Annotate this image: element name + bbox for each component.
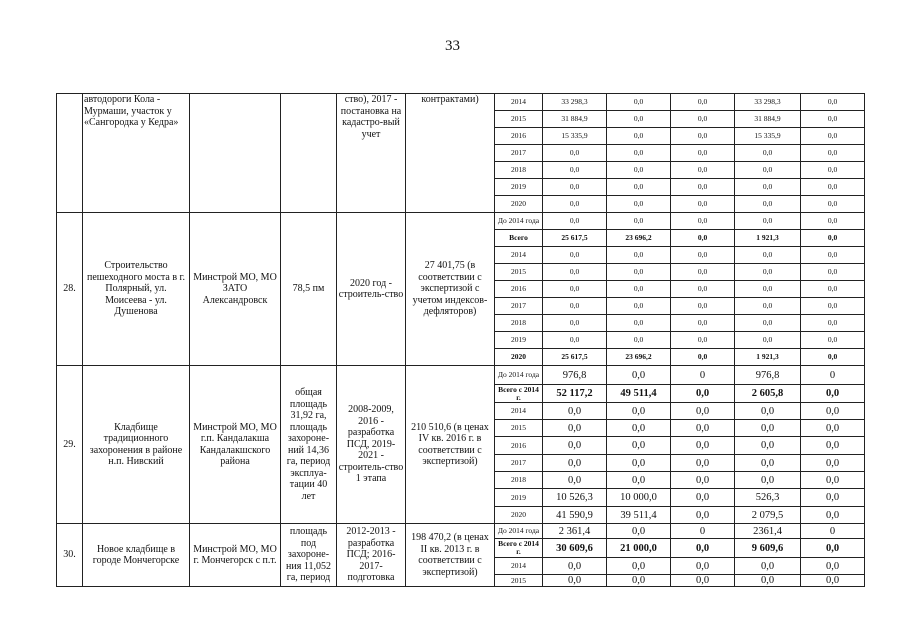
regional-value: 0,0 — [607, 575, 671, 587]
other-value: 0,0 — [801, 332, 865, 349]
municipal-value: 0,0 — [735, 455, 801, 472]
other-value: 0,0 — [801, 315, 865, 332]
federal-value: 0,0 — [671, 162, 735, 179]
year-label: 2014 — [495, 94, 543, 111]
regional-value: 0,0 — [607, 196, 671, 213]
regional-value: 0,0 — [607, 145, 671, 162]
federal-value: 0,0 — [671, 315, 735, 332]
year-label: 2015 — [495, 575, 543, 587]
total-value: 0,0 — [543, 437, 607, 455]
other-value: 0,0 — [801, 213, 865, 230]
other-value: 0,0 — [801, 162, 865, 179]
year-label: До 2014 года — [495, 524, 543, 539]
municipal-value: 526,3 — [735, 489, 801, 507]
regional-value: 0,0 — [607, 179, 671, 196]
table-row — [57, 366, 865, 385]
total-value: 0,0 — [543, 455, 607, 472]
federal-value: 0,0 — [671, 437, 735, 455]
page-number: 33 — [445, 38, 460, 54]
total-value: 0,0 — [543, 558, 607, 575]
year-label: До 2014 года — [495, 213, 543, 230]
regional-value: 0,0 — [607, 315, 671, 332]
regional-value: 39 511,4 — [607, 507, 671, 524]
regional-value: 21 000,0 — [607, 539, 671, 558]
regional-value: 0,0 — [607, 366, 671, 385]
federal-value: 0,0 — [671, 489, 735, 507]
project-number: 29. — [57, 366, 83, 524]
project-period: 2020 год - строитель-ство — [337, 213, 406, 366]
other-value: 0,0 — [801, 128, 865, 145]
other-value: 0,0 — [801, 489, 865, 507]
total-value: 0,0 — [543, 264, 607, 281]
year-label: 2019 — [495, 332, 543, 349]
total-value: 31 884,9 — [543, 111, 607, 128]
municipal-value: 2361,4 — [735, 524, 801, 539]
municipal-value: 2 079,5 — [735, 507, 801, 524]
federal-value: 0,0 — [671, 281, 735, 298]
total-value: 0,0 — [543, 162, 607, 179]
other-value: 0,0 — [801, 575, 865, 587]
total-value: 15 335,9 — [543, 128, 607, 145]
municipal-value: 0,0 — [735, 196, 801, 213]
municipal-value: 31 884,9 — [735, 111, 801, 128]
year-label: Всего — [495, 230, 543, 247]
regional-value: 0,0 — [607, 455, 671, 472]
municipal-value: 0,0 — [735, 264, 801, 281]
federal-value: 0,0 — [671, 230, 735, 247]
total-value: 0,0 — [543, 281, 607, 298]
municipal-value: 0,0 — [735, 315, 801, 332]
federal-value: 0,0 — [671, 111, 735, 128]
project-name: Строительство пешеходного моста в г. Полярный, ул. Моисеева - ул. Душенова — [83, 213, 190, 366]
year-label: 2014 — [495, 558, 543, 575]
municipal-value: 0,0 — [735, 575, 801, 587]
municipal-value: 9 609,6 — [735, 539, 801, 558]
other-value: 0,0 — [801, 111, 865, 128]
federal-value: 0,0 — [671, 145, 735, 162]
other-value: 0,0 — [801, 298, 865, 315]
other-value: 0,0 — [801, 196, 865, 213]
federal-value: 0,0 — [671, 455, 735, 472]
other-value: 0,0 — [801, 403, 865, 420]
regional-value: 23 696,2 — [607, 230, 671, 247]
regional-value: 0,0 — [607, 420, 671, 437]
federal-value: 0,0 — [671, 179, 735, 196]
other-value: 0,0 — [801, 247, 865, 264]
municipal-value: 1 921,3 — [735, 349, 801, 366]
regional-value: 0,0 — [607, 128, 671, 145]
year-label: Всего с 2014 г. — [495, 539, 543, 558]
project-period: ство), 2017 - постановка на кадастро-вый учет — [337, 94, 406, 213]
municipal-value: 0,0 — [735, 179, 801, 196]
year-label: 2014 — [495, 247, 543, 264]
other-value: 0,0 — [801, 472, 865, 489]
total-value: 52 117,2 — [543, 385, 607, 403]
year-label: Всего с 2014 г. — [495, 385, 543, 403]
other-value: 0,0 — [801, 281, 865, 298]
federal-value: 0 — [671, 524, 735, 539]
year-label: 2016 — [495, 437, 543, 455]
municipal-value: 0,0 — [735, 145, 801, 162]
other-value: 0,0 — [801, 145, 865, 162]
year-label: 2017 — [495, 145, 543, 162]
total-value: 25 617,5 — [543, 230, 607, 247]
other-value: 0,0 — [801, 264, 865, 281]
project-capacity: 78,5 пм — [281, 213, 337, 366]
total-value: 0,0 — [543, 179, 607, 196]
total-value: 2 361,4 — [543, 524, 607, 539]
regional-value: 0,0 — [607, 264, 671, 281]
federal-value: 0,0 — [671, 94, 735, 111]
project-capacity — [281, 94, 337, 213]
federal-value: 0,0 — [671, 128, 735, 145]
year-label: 2017 — [495, 455, 543, 472]
municipal-value: 0,0 — [735, 558, 801, 575]
year-label: 2020 — [495, 349, 543, 366]
regional-value: 0,0 — [607, 247, 671, 264]
total-value: 0,0 — [543, 213, 607, 230]
year-label: 2020 — [495, 196, 543, 213]
federal-value: 0,0 — [671, 349, 735, 366]
other-value: 0 — [801, 524, 865, 539]
municipal-value: 0,0 — [735, 332, 801, 349]
federal-value: 0,0 — [671, 575, 735, 587]
regional-value: 0,0 — [607, 111, 671, 128]
regional-value: 0,0 — [607, 437, 671, 455]
municipal-value: 0,0 — [735, 247, 801, 264]
year-label: 2019 — [495, 179, 543, 196]
total-value: 0,0 — [543, 420, 607, 437]
municipal-value: 33 298,3 — [735, 94, 801, 111]
project-cost: 27 401,75 (в соответствии с экспертизой с учетом индексов-дефляторов) — [406, 213, 495, 366]
municipal-value: 0,0 — [735, 420, 801, 437]
federal-value: 0,0 — [671, 264, 735, 281]
municipal-value: 1 921,3 — [735, 230, 801, 247]
federal-value: 0 — [671, 366, 735, 385]
regional-value: 23 696,2 — [607, 349, 671, 366]
municipal-value: 0,0 — [735, 298, 801, 315]
municipal-value: 0,0 — [735, 213, 801, 230]
year-label: 2018 — [495, 315, 543, 332]
other-value: 0,0 — [801, 385, 865, 403]
municipal-value: 976,8 — [735, 366, 801, 385]
project-number: 28. — [57, 213, 83, 366]
project-period: 2008-2009, 2016 - разработка ПСД, 2019-2021 - строитель-ство 1 этапа — [337, 366, 406, 524]
table-row — [57, 94, 865, 111]
federal-value: 0,0 — [671, 507, 735, 524]
project-number: 30. — [57, 524, 83, 587]
project-executor: Минстрой МО, МО г. Мончегорск с п.т. — [190, 524, 281, 587]
year-label: 2017 — [495, 298, 543, 315]
project-executor: Минстрой МО, МО ЗАТО Александровск — [190, 213, 281, 366]
federal-value: 0,0 — [671, 298, 735, 315]
other-value: 0,0 — [801, 455, 865, 472]
total-value: 25 617,5 — [543, 349, 607, 366]
year-label: 2016 — [495, 281, 543, 298]
year-label: 2015 — [495, 111, 543, 128]
total-value: 0,0 — [543, 315, 607, 332]
total-value: 0,0 — [543, 145, 607, 162]
project-name: автодороги Кола - Мурмаши, участок у «Сангородка у Кедра» — [83, 94, 190, 213]
federal-value: 0,0 — [671, 420, 735, 437]
regional-value: 0,0 — [607, 162, 671, 179]
regional-value: 10 000,0 — [607, 489, 671, 507]
project-name: Кладбище традиционного захоронения в районе н.п. Нивский — [83, 366, 190, 524]
project-cost: 210 510,6 (в ценах IV кв. 2016 г. в соответствии с экспертизой) — [406, 366, 495, 524]
other-value: 0,0 — [801, 94, 865, 111]
regional-value: 49 511,4 — [607, 385, 671, 403]
year-label: 2015 — [495, 264, 543, 281]
year-label: 2016 — [495, 128, 543, 145]
year-label: 2020 — [495, 507, 543, 524]
regional-value: 0,0 — [607, 281, 671, 298]
total-value: 0,0 — [543, 196, 607, 213]
municipal-value: 0,0 — [735, 281, 801, 298]
other-value: 0 — [801, 366, 865, 385]
table-row — [57, 213, 865, 230]
regional-value: 0,0 — [607, 558, 671, 575]
municipal-value: 0,0 — [735, 472, 801, 489]
total-value: 0,0 — [543, 575, 607, 587]
project-number — [57, 94, 83, 213]
year-label: 2019 — [495, 489, 543, 507]
total-value: 33 298,3 — [543, 94, 607, 111]
total-value: 0,0 — [543, 247, 607, 264]
federal-value: 0,0 — [671, 247, 735, 264]
municipal-value: 0,0 — [735, 437, 801, 455]
federal-value: 0,0 — [671, 385, 735, 403]
other-value: 0,0 — [801, 558, 865, 575]
year-label: До 2014 года — [495, 366, 543, 385]
other-value: 0,0 — [801, 230, 865, 247]
federal-value: 0,0 — [671, 403, 735, 420]
federal-value: 0,0 — [671, 332, 735, 349]
year-label: 2018 — [495, 162, 543, 179]
municipal-value: 0,0 — [735, 403, 801, 420]
project-cost: контрактами) — [406, 94, 495, 213]
total-value: 10 526,3 — [543, 489, 607, 507]
regional-value: 0,0 — [607, 332, 671, 349]
federal-value: 0,0 — [671, 196, 735, 213]
total-value: 0,0 — [543, 298, 607, 315]
table-row — [57, 524, 865, 539]
year-label: 2015 — [495, 420, 543, 437]
municipal-value: 0,0 — [735, 162, 801, 179]
regional-value: 0,0 — [607, 403, 671, 420]
regional-value: 0,0 — [607, 472, 671, 489]
other-value: 0,0 — [801, 349, 865, 366]
project-executor — [190, 94, 281, 213]
total-value: 0,0 — [543, 403, 607, 420]
project-capacity: общая площадь 31,92 га, площадь захороне-ний 14,36 га, период эксплуа-тации 40 лет — [281, 366, 337, 524]
other-value: 0,0 — [801, 437, 865, 455]
total-value: 0,0 — [543, 472, 607, 489]
federal-value: 0,0 — [671, 539, 735, 558]
year-label: 2018 — [495, 472, 543, 489]
municipal-value: 2 605,8 — [735, 385, 801, 403]
municipal-value: 15 335,9 — [735, 128, 801, 145]
other-value: 0,0 — [801, 539, 865, 558]
federal-value: 0,0 — [671, 472, 735, 489]
year-label: 2014 — [495, 403, 543, 420]
other-value: 0,0 — [801, 179, 865, 196]
federal-value: 0,0 — [671, 213, 735, 230]
project-period: 2012-2013 - разработка ПСД; 2016-2017-подготовка — [337, 524, 406, 587]
regional-value: 0,0 — [607, 213, 671, 230]
project-name: Новое кладбище в городе Мончегорске — [83, 524, 190, 587]
total-value: 41 590,9 — [543, 507, 607, 524]
other-value: 0,0 — [801, 420, 865, 437]
other-value: 0,0 — [801, 507, 865, 524]
project-executor: Минстрой МО, МО г.п. Кандалакша Кандалакшского района — [190, 366, 281, 524]
total-value: 976,8 — [543, 366, 607, 385]
federal-value: 0,0 — [671, 558, 735, 575]
regional-value: 0,0 — [607, 524, 671, 539]
total-value: 0,0 — [543, 332, 607, 349]
regional-value: 0,0 — [607, 94, 671, 111]
regional-value: 0,0 — [607, 298, 671, 315]
total-value: 30 609,6 — [543, 539, 607, 558]
project-cost: 198 470,2 (в ценах II кв. 2013 г. в соответствии с экспертизой) — [406, 524, 495, 587]
project-capacity: площадь под захороне-ния 11,052 га, период — [281, 524, 337, 587]
investment-table — [56, 93, 865, 587]
